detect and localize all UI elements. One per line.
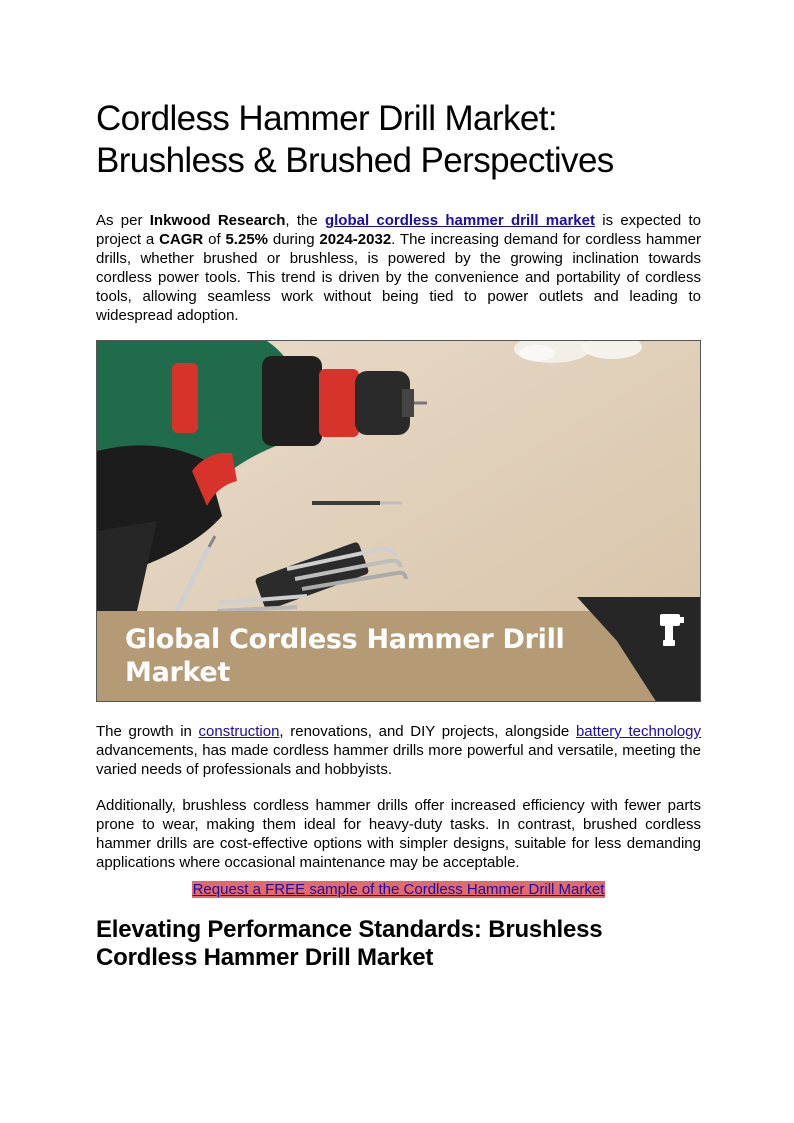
- banner-title-line-2: Market: [125, 657, 231, 688]
- growth-paragraph: [96, 722, 701, 779]
- cta-container: [96, 880, 701, 899]
- section-heading-line-2: Cordless Hammer Drill Market: [96, 944, 434, 971]
- section-heading-line-1: Elevating Performance Standards: Brushless: [96, 916, 603, 943]
- cagr-label: CAGR: [159, 231, 204, 248]
- cagr-value: 5.25%: [225, 231, 269, 248]
- growth-text: advancements, has made cordless hammer drills more powerful and versatile, meeting the varied needs of professionals and hobbyists.: [96, 742, 701, 778]
- section-heading: [96, 916, 701, 972]
- intro-text: of: [203, 231, 226, 248]
- banner-title-line-1: Global Cordless Hammer Drill: [125, 624, 565, 655]
- intro-text: , the: [285, 212, 325, 229]
- page-title: [96, 98, 701, 182]
- intro-text: . The increasing demand for cordless hammer drills, whether brushed or brushless, is powered by the growing inclination towards cordless power tools. This trend is driven by the convenience and portability of cordless tools, allowing seamless work without being tied to power outlets and leading to widespread adoption.: [96, 231, 701, 324]
- battery-technology-link[interactable]: battery technology: [575, 723, 702, 740]
- banner-title: [125, 623, 565, 689]
- page-title-line-2: Brushless & Brushed Perspectives: [96, 141, 614, 180]
- intro-text: during: [268, 231, 320, 248]
- forecast-period: 2024-2032: [319, 231, 392, 248]
- growth-text: The growth in: [96, 723, 199, 740]
- construction-link[interactable]: construction: [198, 723, 280, 740]
- request-sample-link[interactable]: Request a FREE sample of the Cordless Hammer Drill Market: [192, 881, 605, 898]
- publisher-name: Inkwood Research: [149, 212, 286, 229]
- market-report-link[interactable]: global cordless hammer drill market: [324, 212, 595, 229]
- growth-text: , renovations, and DIY projects, alongside: [279, 723, 576, 740]
- intro-text: As per: [96, 212, 150, 229]
- page-title-line-1: Cordless Hammer Drill Market:: [96, 99, 557, 138]
- intro-paragraph: [96, 211, 701, 325]
- intro-text: is expected to project a: [96, 212, 702, 248]
- brushless-brushed-paragraph: Additionally, brushless cordless hammer drills offer increased efficiency with fewer parts prone to wear, making them ideal for heavy-duty tasks. In contrast, brushed cordless hammer drills are cost-effective options with simpler designs, suitable for less demanding applications where occasional maintenance may be acceptable.: [96, 797, 701, 871]
- hero-image: [96, 340, 701, 702]
